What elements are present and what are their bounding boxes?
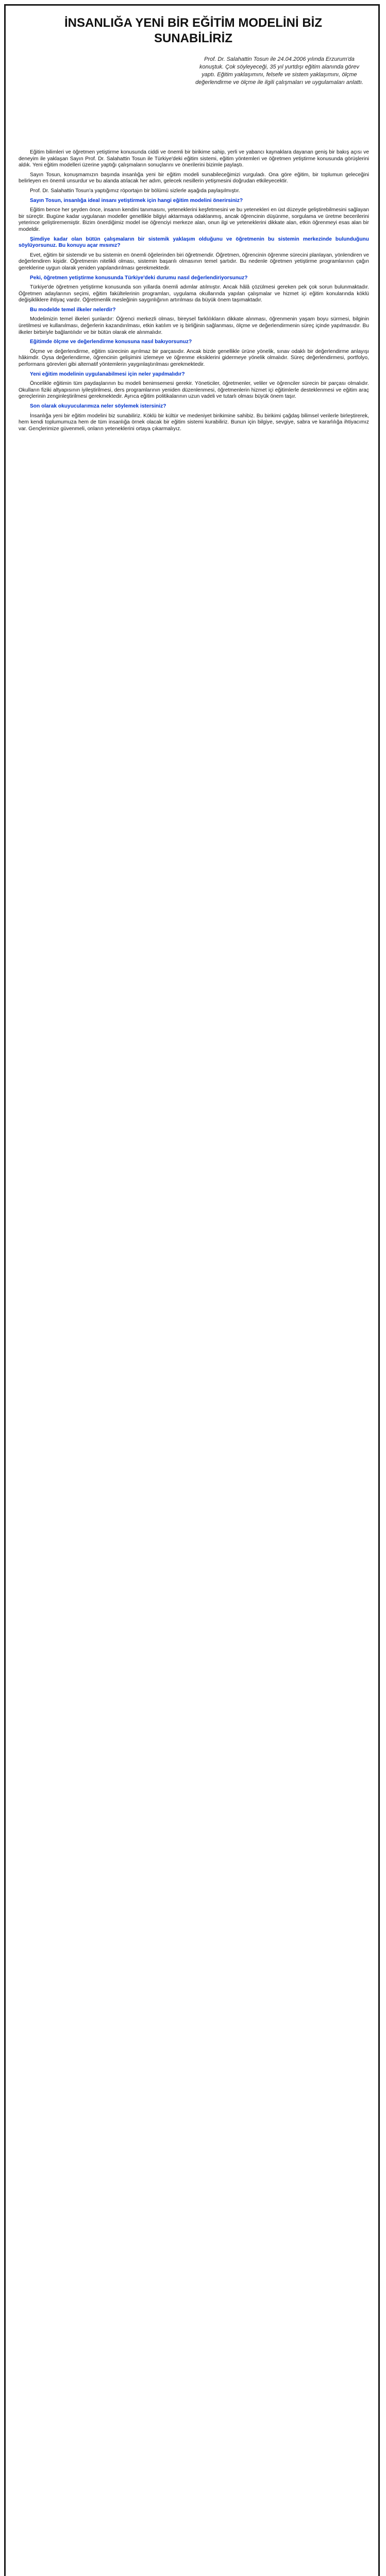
intro-paragraph: Sayın Tosun, konuşmamızın başında insanlığa yeni bir eğitim modeli sunabileceğimizi vurguladı. Ona göre eğitim, bir toplumun geleceğini belirleyen en önemli unsurdur ve bu alanda atılacak her adım, gelecek nesillerin yetişmesini doğrudan etkileyecektir.: [19, 172, 369, 184]
interview-question: Şimdiye kadar olan bütün çalışmaların bir sistemik yaklaşım olduğunu ve öğretmenin bu sistemin merkezinde bulunduğunu söylüyorsunuz. Bu konuyu açar mısınız?: [19, 236, 369, 249]
interview-answer: Ölçme ve değerlendirme, eğitim sürecinin ayrılmaz bir parçasıdır. Ancak bizde genellikle ürüne yönelik, sınav odaklı bir değerlendirme anlayışı hâkimdir. Oysa değerlendirme, öğrencinin gelişimini izlemeye ve öğrenme eksiklerini gidermeye yönelik olmalıdır. Süreç değerlendirmesi, portfolyo, performans görevleri gibi alternatif yöntemlerin yaygınlaştırılması gerekmektedir.: [19, 348, 369, 368]
interview-question: Eğitimde ölçme ve değerlendirme konusuna nasıl bakıyorsunuz?: [30, 339, 192, 345]
interview-answer: Türkiye'de öğretmen yetiştirme konusunda son yıllarda önemli adımlar atılmıştır. Ancak hâlâ çözülmesi gereken pek çok sorun bulunmaktadır. Öğretmen adaylarının seçimi, eğitim fakültelerinin programları, uygulama okullarında yapılan çalışmalar ve hizmet içi eğitim konularında köklü değişikliklere ihtiyaç vardır. Öğretmenlik mesleğinin saygınlığının artırılması da büyük önem taşımaktadır.: [19, 284, 369, 303]
interview-question: Bu modelde temel ilkeler nelerdir?: [30, 307, 116, 313]
title-line-1: İNSANLIĞA YENİ BİR EĞİTİM MODELİNİ BİZ: [64, 16, 322, 30]
article-body: [19, 149, 369, 2576]
intro-paragraph: Eğitim bilimleri ve öğretmen yetiştirme konusunda ciddi ve önemli bir birikime sahip, yerli ve yabancı kaynaklara dayanan geniş bir bakış açısı ve deneyim ile yaklaşan Sayın Prof. Dr. Salahattin Tosun ile Türkiye'deki eğitim sistemi, eğitim yöntemleri ve öğretmen yetiştirme konusunda görüşlerini aldık. Yeni eğitim modelleri üzerine yaptığı çalışmaların sonuçlarını ve önerilerini bizimle paylaştı.: [19, 149, 369, 168]
interview-answer: Öncelikle eğitimin tüm paydaşlarının bu modeli benimsemesi gerekir. Yöneticiler, öğretmenler, veliler ve öğrenciler sürecin bir parçası olmalıdır. Okulların fiziki altyapısının iyileştirilmesi, ders programlarının yeniden düzenlenmesi, öğretmenlerin hizmet içi eğitimlerle desteklenmesi ve eğitim araç gereçlerinin zenginleştirilmesi gerekmektedir. Ayrıca eğitim politikalarının uzun vadeli ve tutarlı olması büyük önem taşır.: [19, 381, 369, 400]
interview-question: Sayın Tosun, insanlığa ideal insanı yetiştirmek için hangi eğitim modelini önerirsiniz?: [30, 197, 243, 204]
interview-question: Yeni eğitim modelinin uygulanabilmesi için neler yapılmalıdır?: [30, 371, 185, 377]
interview-answer: Evet, eğitim bir sistemdir ve bu sistemin en önemli öğelerinden biri öğretmendir. Öğretmen, öğrencinin öğrenme sürecini planlayan, yönlendiren ve değerlendiren kişidir. Öğretmenin nitelikli olması, sistemin başarılı olmasının temel şartıdır. Bu nedenle öğretmen yetiştirme programlarının çağın gereklerine uygun olarak yeniden yapılandırılması gerekmektedir.: [19, 252, 369, 271]
interview-question: Peki, öğretmen yetiştirme konusunda Türkiye'deki durumu nasıl değerlendiriyorsunuz?: [30, 275, 248, 281]
interview-answer: İnsanlığa yeni bir eğitim modelini biz sunabiliriz. Köklü bir kültür ve medeniyet birikimine sahibiz. Bu birikimi çağdaş bilimsel verilerle birleştirerek, hem kendi toplumumuza hem de tüm insanlığa örnek olacak bir eğitim sistemi kurabiliriz. Bunun için bilgiye, sevgiye, sabra ve kararlılığa ihtiyacımız var. Gençlerimize güvenmeli, onların yeteneklerini ortaya çıkarmalıyız.: [19, 413, 369, 432]
interview-answer: Eğitim bence her şeyden önce, insanın kendini tanımasını, yeteneklerini keşfetmesini ve bu yetenekleri en üst düzeyde geliştirebilmesini sağlayan bir süreçtir. Bugüne kadar uygulanan modeller genellikle bilgiyi aktarmaya odaklanmış, ancak öğrencinin düşünme, sorgulama ve üretme becerilerini yeterince geliştirememiştir. Bizim önerdiğimiz model ise öğrenciyi merkeze alan, onun ilgi ve yeteneklerini dikkate alan, etkin öğrenmeyi esas alan bir modeldir.: [19, 207, 369, 232]
intro-paragraph: Prof. Dr. Salahattin Tosun'a yaptığımız röportajın bir bölümü sizlerle aşağıda paylaşılmıştır.: [30, 188, 240, 194]
interview-question: Son olarak okuyucularımıza neler söylemek istersiniz?: [30, 403, 166, 409]
page-title: [15, 15, 371, 46]
title-line-2: SUNABİLİRİZ: [154, 31, 232, 45]
interview-answer: Modelimizin temel ilkeleri şunlardır: Öğrenci merkezli olması, bireysel farklılıkların dikkate alınması, öğrenmenin yaşam boyu sürmesi, bilginin üretilmesi ve kullanılması, değerlerin kazandırılması, etkin katılım ve iş birliğinin sağlanması, ölçme ve değerlendirmenin süreç içinde yapılmasıdır. Bu ilkeler birbiriyle bağlantılıdır ve bir bütün olarak ele alınmalıdır.: [19, 316, 369, 335]
author-intro: Prof. Dr. Salahattin Tosun ile 24.04.2006 yılında Erzurum'da konuştuk. Çok söyleyeceği, 35 yıl yurtdışı eğitim alanında görev yaptı. Eğitim yaklaşımını, felsefe ve sistem yaklaşımını, ölçme değerlendirme ve ölçme ile ilgili çalışmaları ve uygulamaları anlattı.: [195, 56, 363, 86]
